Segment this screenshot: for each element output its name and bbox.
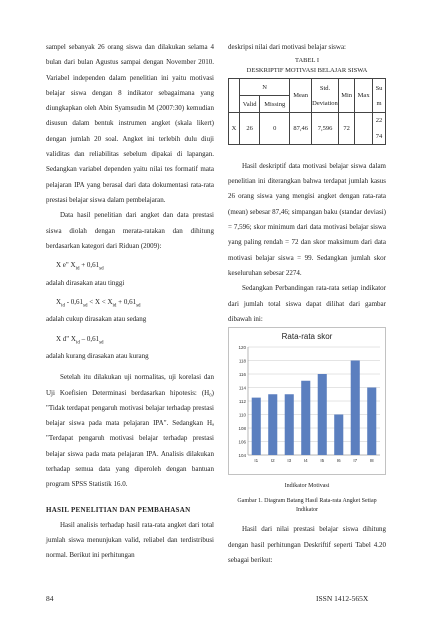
issn: ISSN 1412-565X	[316, 594, 369, 603]
x-tick-label: I4	[303, 458, 308, 464]
paragraph-comparison: Sedangkan Perbandingan rata-rata setiap indikator dari jumlah total siswa dapat dilihat dari gambar dibawah ini:	[228, 284, 386, 323]
table-row-label: X	[229, 113, 240, 145]
left-column	[46, 40, 214, 564]
descriptive-table	[228, 78, 386, 145]
x-tick-label: I8	[369, 458, 374, 464]
paragraph-results: Hasil analisis terhadap hasil rata-rata angket dari total jumlah siswa menunjukan valid, reliabel dan terdistribusi normal. Berikut ini perhitungan	[46, 520, 214, 560]
table-cell-mean: 87,46	[290, 113, 312, 145]
x-tick-label: I7	[353, 458, 358, 464]
formula-medium: $X_{id} - 0,61_{sd} < X < X_{id} + 0,61_{sd}$	[56, 297, 141, 309]
x-tick-label: I2	[270, 458, 275, 464]
table-header-n: N	[240, 79, 290, 96]
table-header-max: Max	[355, 79, 373, 113]
bar	[318, 374, 327, 455]
table-cell-valid: 26	[240, 113, 260, 145]
table-header-min: Min	[339, 79, 355, 113]
table-label: TABEL I	[295, 57, 319, 65]
table-intro: deskripsi nilai dari motivasi belajar siswa:	[228, 43, 347, 51]
table-title: DESKRIPTIF MOTIVASI BELAJAR SISWA	[246, 67, 368, 75]
bar	[301, 381, 310, 455]
table-cell-max	[355, 113, 373, 145]
formula-high-desc: adalah dirasakan atau tinggi	[46, 278, 125, 287]
table-cell-min: 72	[339, 113, 355, 145]
table-header-valid: Valid	[240, 96, 260, 113]
section-heading: HASIL PENELITIAN DAN PEMBAHASAN	[46, 505, 191, 514]
bar	[367, 388, 376, 456]
bar-chart-figure	[228, 327, 386, 497]
x-tick-label: I6	[336, 458, 341, 464]
paragraph-descriptive: Hasil deskriptif data motivasi belajar siswa dalam penelitian ini diterangkan bahwa terdapat jumlah kasus 26 orang siswa yang mengisi angket dengan rata-rata (mean) sebesar 87,46; simpangan baku (standar deviasi) = 7,596; skor minimum dari data motivasi belajar siswa yang paling rendah = 72 dan skor maksimum dari data motivasi belajar siswa = 99. Sedangkan jumlah skor keseluruhan sebesar 2274.	[228, 161, 386, 277]
bar	[351, 361, 360, 456]
formula-high: X e" $X_{id} + 0,61_{sd}$	[56, 261, 104, 272]
paragraph-achievement: Hasil dari nilai prestasi belajar siswa dihitung dengan hasil perhitungan Deskriftif seperti Tabel 4.20 sebagai berikut:	[228, 525, 386, 565]
y-tick-label: 104	[238, 452, 246, 458]
table-cell-std: 7,596	[312, 113, 339, 145]
paragraph-hypothesis: Setelah itu dilakukan uji normalitas, uji korelasi dan Uji Koefisien Determinasi berdasarkan hipotesis: (H₀) "Tidak terdapat pengaruh motivasi belajar terhadap prestasi belajar siswa pada mata pelajaran IPA". Sedangkan Hₐ "Terdapat pengaruh motivasi belajar terhadap prestasi belajar siswa pada mata pelajaran IPA. Analisis dilakukan terhadap semua data yang diperoleh dengan bantuan program SPSS Statistik 16.0.	[46, 373, 214, 489]
table-cell-missing: 0	[260, 113, 290, 145]
y-tick-label: 120	[238, 344, 246, 350]
bar	[252, 398, 261, 455]
x-tick-label: I5	[320, 458, 325, 464]
x-axis-label: Indikator Motivasi	[284, 483, 330, 490]
x-tick-label: I3	[287, 458, 292, 464]
formula-medium-desc: adalah cukup dirasakan atau sedang	[46, 315, 147, 324]
y-tick-label: 112	[238, 398, 246, 404]
bar	[268, 394, 277, 455]
figure-caption: Gambar 1. Diagram Batang Hasil Rata-rata Angket Setiap Indikator	[237, 498, 377, 513]
table-empty-cell	[229, 79, 240, 113]
y-tick-label: 114	[238, 385, 246, 391]
y-tick-label: 108	[238, 425, 246, 431]
table-header-std: Std. Deviation	[312, 79, 339, 113]
page-number: 84	[46, 594, 54, 603]
table-header-mean: Mean	[290, 79, 312, 113]
paragraph-sample: sampel sebanyak 26 orang siswa dan dilakukan selama 4 bulan dari bulan Agustus sampai dengan November 2010. Variabel independen dalam penelitian ini yaitu motivasi belajar siswa dengan 8 indikator sebagaimana yang diungkapkan oleh Abin Syamsudin M (2007:30) kemudian disusun dalam bentuk instrumen angket (skala likert) dengan jumlah 20 soal. Angket ini terlebih dulu diuji validitas dan reliabilitas sebelum dipakai di lapangan. Sedangkan variabel dependen yaitu nilai tes formatif mata pelajaran IPA yang berasal dari data dokumentasi rata-rata prestasi belajar siswa dalam pembelajaran.	[46, 43, 214, 204]
y-tick-label: 116	[238, 371, 246, 377]
formula-low-desc: adalah kurang dirasakan atau kurang	[46, 351, 149, 360]
paragraph-data-processing: Data hasil penelitian dari angket dan data prestasi siswa diolah dengan merata-ratakan dan dihitung berdasarkan kategori dari Riduan (2009):	[46, 211, 214, 250]
bar	[334, 415, 343, 456]
x-tick-label: I1	[254, 458, 259, 464]
y-tick-label: 106	[238, 439, 246, 445]
table-header-sum: Su m	[373, 79, 386, 113]
chart-title: Rata-rata skor	[281, 332, 333, 342]
table-header-missing: Missing	[260, 96, 290, 113]
right-column	[228, 40, 386, 568]
table-cell-sum: 22 74	[373, 113, 386, 145]
bar-chart	[228, 327, 386, 490]
formula-low: X d" $X_{id} - 0,61_{sd}$	[56, 334, 104, 345]
y-tick-label: 110	[238, 412, 246, 418]
bar	[285, 394, 294, 455]
y-tick-label: 118	[238, 358, 246, 364]
